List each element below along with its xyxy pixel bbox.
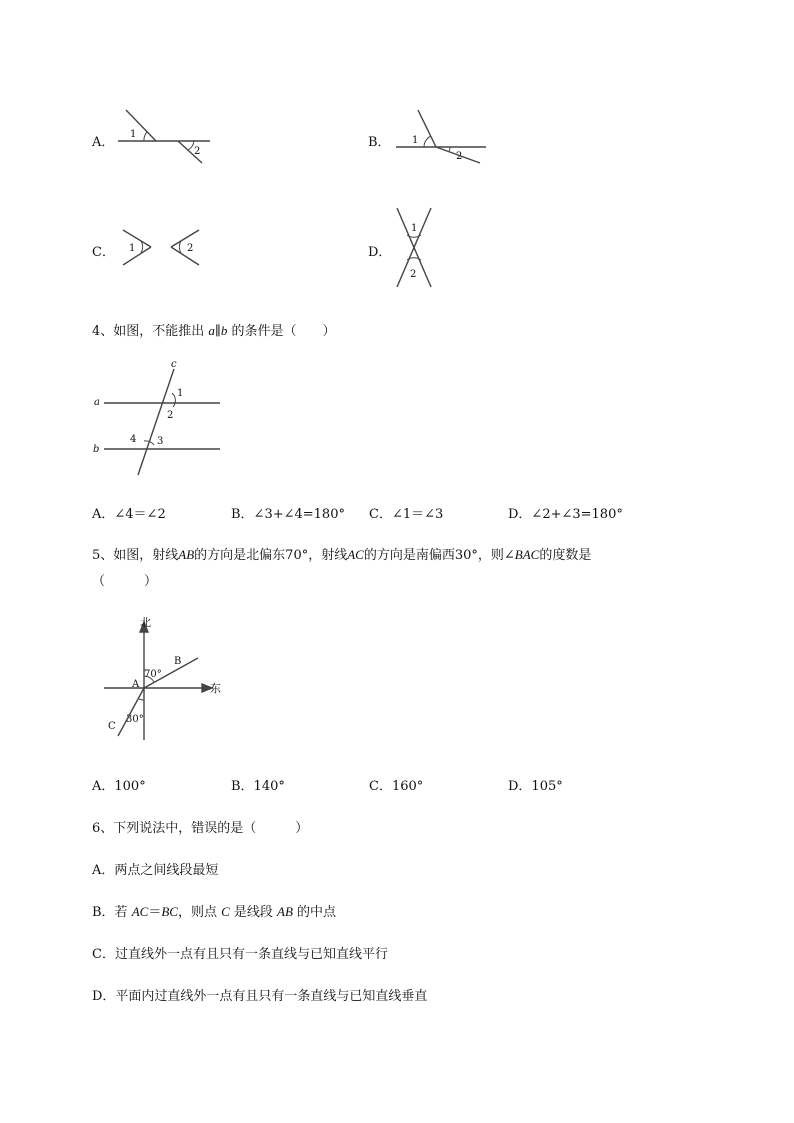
q5-label-70: 70° — [144, 669, 162, 680]
q4-label-a: a — [94, 397, 100, 408]
q4-label-b: b — [93, 444, 100, 455]
q4-label-1: 1 — [177, 388, 184, 399]
q5-stem-part1: 5、如图，射线 — [92, 548, 179, 563]
q6-option-b[interactable] — [92, 901, 336, 920]
q5-figure — [100, 612, 235, 747]
q4-option-c[interactable]: C．∠1＝∠3 — [369, 507, 444, 522]
q4-stem-suffix: 的条件是（ ） — [227, 324, 336, 339]
q6-optb-bc: BC — [161, 904, 178, 919]
q4-stem-parallel: ∥ — [214, 324, 221, 339]
q6-option-a[interactable]: A．两点之间线段最短 — [92, 863, 219, 878]
q5-stem-ac: AC — [347, 547, 364, 562]
q5-stem — [92, 544, 591, 563]
q4-figure — [88, 355, 228, 480]
q3-option-c-letter: C． — [92, 245, 115, 260]
q5-label-east: 东 — [210, 682, 221, 695]
q4-option-b[interactable]: B．∠3+∠4=180° — [231, 507, 345, 522]
q3a-label-1: 1 — [130, 129, 137, 140]
q4-stem-b: b — [220, 323, 228, 338]
q4-label-4: 4 — [130, 434, 137, 445]
q5-label-a: A — [132, 679, 140, 690]
q5-stem-bac: BAC — [514, 547, 540, 562]
q3-figure-b — [390, 105, 500, 170]
q4-stem — [92, 320, 336, 339]
q5-option-a[interactable]: A．100° — [92, 779, 146, 794]
q5-stem-paren: （ ） — [92, 574, 158, 589]
q4-option-d[interactable]: D．∠2+∠3=180° — [508, 507, 623, 522]
q6-optb-ab: AB — [277, 904, 293, 919]
q5-option-d[interactable]: D．105° — [508, 779, 563, 794]
q4-stem-prefix: 4、如图，不能推出 — [92, 324, 209, 339]
q6-option-d[interactable]: D．平面内过直线外一点有且只有一条直线与已知直线垂直 — [92, 989, 428, 1004]
q3d-label-1: 1 — [411, 223, 418, 234]
q5-label-c: C — [108, 721, 116, 732]
q6-optb-ac: AC — [131, 904, 149, 919]
q3-option-b-letter: B． — [368, 135, 391, 150]
q3-option-d-letter: D． — [368, 245, 392, 260]
q5-label-north: 北 — [140, 616, 151, 629]
q6-optb-mid: ，则点 — [177, 905, 222, 920]
q6-stem: 6、下列说法中，错误的是（ ） — [92, 821, 309, 836]
q3c-label-1: 1 — [129, 243, 136, 254]
q3b-label-1: 1 — [412, 135, 419, 146]
q4-option-a[interactable]: A．∠4＝∠2 — [92, 507, 166, 522]
q3-figure-c — [115, 225, 215, 275]
q3a-label-2: 2 — [194, 146, 201, 157]
q4-label-c: c — [171, 359, 177, 370]
q5-stem-part2: 的方向是北偏东70°，射线 — [194, 548, 348, 563]
q5-label-30: 30° — [126, 714, 144, 725]
q3-option-a-letter: A． — [92, 135, 115, 150]
q4-label-3: 3 — [157, 436, 164, 447]
q6-optb-eq: ＝ — [148, 905, 162, 920]
q3c-label-2: 2 — [187, 243, 194, 254]
q6-optb-c: C — [221, 904, 230, 919]
q6-optb-mid2: 是线段 — [229, 905, 278, 920]
q4-label-2: 2 — [167, 410, 174, 421]
q4-stem-a: a — [208, 323, 215, 338]
q5-label-b: B — [174, 656, 182, 667]
q6-optb-prefix: B．若 — [92, 905, 132, 920]
q5-option-b[interactable]: B．140° — [231, 779, 285, 794]
q5-stem-ab: AB — [178, 547, 195, 562]
q6-option-c[interactable]: C．过直线外一点有且只有一条直线与已知直线平行 — [92, 947, 388, 962]
q5-option-c[interactable]: C．160° — [369, 779, 424, 794]
q3-figure-a — [110, 105, 220, 170]
q3b-label-2: 2 — [456, 151, 463, 162]
q5-stem-part4: 的度数是 — [539, 548, 592, 563]
q3-figure-d — [390, 203, 440, 293]
q3d-label-2: 2 — [410, 269, 417, 280]
q6-optb-suffix: 的中点 — [292, 905, 337, 920]
q5-stem-part3: 的方向是南偏西30°，则∠ — [363, 548, 515, 563]
